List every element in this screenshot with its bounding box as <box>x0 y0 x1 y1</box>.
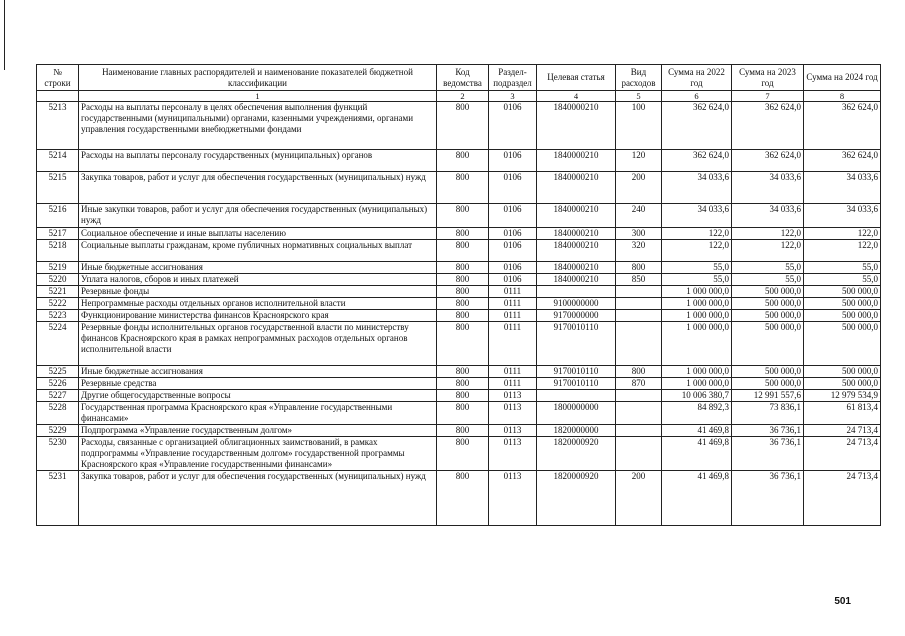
row-name: Функционирование министерства финансов Красноярского края <box>79 310 437 322</box>
row-name: Государственная программа Красноярского края «Управление государственными финансами» <box>79 402 437 425</box>
expense-type: 800 <box>616 262 662 274</box>
amount-2022: 1 000 000,0 <box>662 298 732 310</box>
section-code: 0111 <box>489 298 537 310</box>
row-number: 5226 <box>37 378 79 390</box>
expense-type: 120 <box>616 150 662 172</box>
section-code: 0106 <box>489 240 537 262</box>
row-name: Резервные фонды <box>79 286 437 298</box>
amount-2024: 34 033,6 <box>804 204 881 228</box>
row-name: Расходы на выплаты персоналу в целях обеспечения выполнения функций государственными (муниципальными) органами, казенными учреждениями, органами управления государственными внебюджетными фондами <box>79 102 437 150</box>
header-cell: Сумма на 2024 год <box>804 65 881 91</box>
amount-2023: 500 000,0 <box>732 310 804 322</box>
section-code: 0111 <box>489 322 537 366</box>
target-article: 1840000210 <box>537 204 616 228</box>
row-name: Расходы, связанные с организацией облигационных заимствований, в рамках подпрограммы «Управление государственным долгом» государственной программы Красноярского края «Управление государственными финансами» <box>79 437 437 471</box>
section-code: 0113 <box>489 402 537 425</box>
target-article: 9170000000 <box>537 310 616 322</box>
expense-type <box>616 425 662 437</box>
row-name: Иные закупки товаров, работ и услуг для обеспечения государственных (муниципальных) нужд <box>79 204 437 228</box>
amount-2023: 34 033,6 <box>732 172 804 204</box>
column-number: 6 <box>662 91 732 102</box>
target-article <box>537 286 616 298</box>
table-row <box>37 437 881 471</box>
amount-2023: 362 624,0 <box>732 150 804 172</box>
expense-type: 870 <box>616 378 662 390</box>
row-name: Социальное обеспечение и иные выплаты населению <box>79 228 437 240</box>
section-code: 0113 <box>489 437 537 471</box>
table-row <box>37 172 881 204</box>
amount-2022: 1 000 000,0 <box>662 286 732 298</box>
row-name: Резервные фонды исполнительных органов государственной власти по министерству финансов Красноярского края в рамках непрограммных расходов отдельных органов исполнительной власти <box>79 322 437 366</box>
amount-2024: 500 000,0 <box>804 310 881 322</box>
row-number: 5227 <box>37 390 79 402</box>
amount-2023: 34 033,6 <box>732 204 804 228</box>
expense-type: 800 <box>616 366 662 378</box>
department-code: 800 <box>437 172 489 204</box>
row-number: 5213 <box>37 102 79 150</box>
amount-2022: 122,0 <box>662 228 732 240</box>
department-code: 800 <box>437 366 489 378</box>
table-row <box>37 322 881 366</box>
target-article: 9170010110 <box>537 378 616 390</box>
table-row <box>37 228 881 240</box>
amount-2023: 362 624,0 <box>732 102 804 150</box>
column-number: 4 <box>537 91 616 102</box>
row-name: Другие общегосударственные вопросы <box>79 390 437 402</box>
department-code: 800 <box>437 150 489 172</box>
department-code: 800 <box>437 425 489 437</box>
table-row <box>37 204 881 228</box>
section-code: 0111 <box>489 366 537 378</box>
amount-2022: 41 469,8 <box>662 425 732 437</box>
department-code: 800 <box>437 437 489 471</box>
expense-type <box>616 310 662 322</box>
row-number: 5215 <box>37 172 79 204</box>
department-code: 800 <box>437 322 489 366</box>
row-number: 5225 <box>37 366 79 378</box>
amount-2022: 41 469,8 <box>662 437 732 471</box>
row-name: Расходы на выплаты персоналу государственных (муниципальных) органов <box>79 150 437 172</box>
amount-2022: 10 006 380,7 <box>662 390 732 402</box>
row-name: Закупка товаров, работ и услуг для обеспечения государственных (муниципальных) нужд <box>79 172 437 204</box>
section-code: 0113 <box>489 471 537 526</box>
amount-2024: 24 713,4 <box>804 425 881 437</box>
expense-type <box>616 437 662 471</box>
expense-type: 320 <box>616 240 662 262</box>
target-article: 1840000210 <box>537 262 616 274</box>
expense-type: 850 <box>616 274 662 286</box>
expense-type <box>616 286 662 298</box>
target-article: 9170010110 <box>537 366 616 378</box>
table-row <box>37 366 881 378</box>
row-name: Подпрограмма «Управление государственным долгом» <box>79 425 437 437</box>
row-name: Иные бюджетные ассигнования <box>79 262 437 274</box>
amount-2023: 36 736,1 <box>732 425 804 437</box>
amount-2023: 122,0 <box>732 240 804 262</box>
amount-2022: 1 000 000,0 <box>662 310 732 322</box>
row-number: 5228 <box>37 402 79 425</box>
amount-2022: 362 624,0 <box>662 102 732 150</box>
header-cell: № строки <box>37 65 79 91</box>
section-code: 0106 <box>489 150 537 172</box>
amount-2024: 12 979 534,9 <box>804 390 881 402</box>
target-article: 1820000000 <box>537 425 616 437</box>
target-article: 1800000000 <box>537 402 616 425</box>
section-code: 0106 <box>489 102 537 150</box>
section-code: 0111 <box>489 286 537 298</box>
section-code: 0106 <box>489 172 537 204</box>
header-cell: Раздел-подраздел <box>489 65 537 91</box>
amount-2023: 12 991 557,6 <box>732 390 804 402</box>
row-number: 5217 <box>37 228 79 240</box>
department-code: 800 <box>437 402 489 425</box>
amount-2024: 34 033,6 <box>804 172 881 204</box>
column-number: 8 <box>804 91 881 102</box>
budget-table <box>36 64 881 526</box>
table-row <box>37 402 881 425</box>
column-number: 7 <box>732 91 804 102</box>
amount-2023: 55,0 <box>732 274 804 286</box>
target-article: 9100000000 <box>537 298 616 310</box>
amount-2022: 55,0 <box>662 262 732 274</box>
target-article: 1840000210 <box>537 274 616 286</box>
row-name: Социальные выплаты гражданам, кроме публичных нормативных социальных выплат <box>79 240 437 262</box>
row-number: 5221 <box>37 286 79 298</box>
amount-2024: 362 624,0 <box>804 150 881 172</box>
department-code: 800 <box>437 378 489 390</box>
department-code: 800 <box>437 298 489 310</box>
expense-type <box>616 390 662 402</box>
section-code: 0113 <box>489 425 537 437</box>
amount-2024: 61 813,4 <box>804 402 881 425</box>
amount-2023: 500 000,0 <box>732 322 804 366</box>
table-row <box>37 425 881 437</box>
row-number: 5231 <box>37 471 79 526</box>
header-cell: Целевая статья <box>537 65 616 91</box>
column-number: 3 <box>489 91 537 102</box>
section-code: 0113 <box>489 390 537 402</box>
column-number: 2 <box>437 91 489 102</box>
row-number: 5219 <box>37 262 79 274</box>
amount-2022: 34 033,6 <box>662 172 732 204</box>
column-number-row <box>37 91 881 102</box>
department-code: 800 <box>437 274 489 286</box>
amount-2022: 1 000 000,0 <box>662 378 732 390</box>
row-name: Непрограммные расходы отдельных органов исполнительной власти <box>79 298 437 310</box>
row-number: 5222 <box>37 298 79 310</box>
amount-2024: 362 624,0 <box>804 102 881 150</box>
amount-2024: 500 000,0 <box>804 298 881 310</box>
row-number: 5214 <box>37 150 79 172</box>
header-row <box>37 65 881 91</box>
amount-2023: 500 000,0 <box>732 286 804 298</box>
section-code: 0111 <box>489 378 537 390</box>
row-number: 5230 <box>37 437 79 471</box>
section-code: 0106 <box>489 204 537 228</box>
amount-2022: 1 000 000,0 <box>662 366 732 378</box>
expense-type <box>616 402 662 425</box>
page-number: 501 <box>834 596 851 607</box>
expense-type: 200 <box>616 471 662 526</box>
department-code: 800 <box>437 310 489 322</box>
amount-2022: 362 624,0 <box>662 150 732 172</box>
department-code: 800 <box>437 102 489 150</box>
row-name: Закупка товаров, работ и услуг для обеспечения государственных (муниципальных) нужд <box>79 471 437 526</box>
target-article: 1840000210 <box>537 172 616 204</box>
table-row <box>37 310 881 322</box>
amount-2024: 500 000,0 <box>804 366 881 378</box>
section-code: 0106 <box>489 274 537 286</box>
target-article: 1840000210 <box>537 150 616 172</box>
table-row <box>37 286 881 298</box>
amount-2024: 55,0 <box>804 274 881 286</box>
section-code: 0106 <box>489 262 537 274</box>
amount-2023: 55,0 <box>732 262 804 274</box>
row-number: 5224 <box>37 322 79 366</box>
header-cell: Сумма на 2022 год <box>662 65 732 91</box>
table-row <box>37 240 881 262</box>
amount-2024: 500 000,0 <box>804 322 881 366</box>
amount-2022: 1 000 000,0 <box>662 322 732 366</box>
table-row <box>37 390 881 402</box>
department-code: 800 <box>437 390 489 402</box>
amount-2022: 84 892,3 <box>662 402 732 425</box>
amount-2024: 55,0 <box>804 262 881 274</box>
header-cell: Наименование главных распорядителей и наименование показателей бюджетной классификации <box>79 65 437 91</box>
amount-2023: 36 736,1 <box>732 437 804 471</box>
row-name: Иные бюджетные ассигнования <box>79 366 437 378</box>
header-cell: Сумма на 2023 год <box>732 65 804 91</box>
table-row <box>37 471 881 526</box>
header-cell: Вид расходов <box>616 65 662 91</box>
section-code: 0106 <box>489 228 537 240</box>
department-code: 800 <box>437 228 489 240</box>
amount-2022: 34 033,6 <box>662 204 732 228</box>
row-number: 5229 <box>37 425 79 437</box>
amount-2024: 500 000,0 <box>804 378 881 390</box>
column-number: 1 <box>79 91 437 102</box>
table-row <box>37 378 881 390</box>
expense-type <box>616 322 662 366</box>
section-code: 0111 <box>489 310 537 322</box>
row-name: Уплата налогов, сборов и иных платежей <box>79 274 437 286</box>
expense-type <box>616 298 662 310</box>
amount-2023: 500 000,0 <box>732 298 804 310</box>
department-code: 800 <box>437 204 489 228</box>
header-cell: Код ведомства <box>437 65 489 91</box>
row-number: 5216 <box>37 204 79 228</box>
table-row <box>37 102 881 150</box>
target-article <box>537 390 616 402</box>
target-article: 1840000210 <box>537 102 616 150</box>
target-article: 1820000920 <box>537 437 616 471</box>
amount-2024: 122,0 <box>804 240 881 262</box>
target-article: 1840000210 <box>537 240 616 262</box>
amount-2024: 24 713,4 <box>804 471 881 526</box>
table-row <box>37 274 881 286</box>
table-row <box>37 298 881 310</box>
amount-2022: 41 469,8 <box>662 471 732 526</box>
amount-2024: 24 713,4 <box>804 437 881 471</box>
amount-2023: 500 000,0 <box>732 366 804 378</box>
row-number: 5220 <box>37 274 79 286</box>
target-article: 1840000210 <box>537 228 616 240</box>
amount-2022: 55,0 <box>662 274 732 286</box>
department-code: 800 <box>437 240 489 262</box>
column-number <box>37 91 79 102</box>
amount-2023: 122,0 <box>732 228 804 240</box>
row-number: 5218 <box>37 240 79 262</box>
row-number: 5223 <box>37 310 79 322</box>
amount-2024: 122,0 <box>804 228 881 240</box>
row-name: Резервные средства <box>79 378 437 390</box>
expense-type: 240 <box>616 204 662 228</box>
expense-type: 200 <box>616 172 662 204</box>
department-code: 800 <box>437 286 489 298</box>
department-code: 800 <box>437 471 489 526</box>
target-article: 9170010110 <box>537 322 616 366</box>
expense-type: 300 <box>616 228 662 240</box>
margin-rule <box>4 0 5 70</box>
amount-2022: 122,0 <box>662 240 732 262</box>
table-row <box>37 150 881 172</box>
amount-2023: 73 836,1 <box>732 402 804 425</box>
amount-2023: 500 000,0 <box>732 378 804 390</box>
table-row <box>37 262 881 274</box>
amount-2024: 500 000,0 <box>804 286 881 298</box>
column-number: 5 <box>616 91 662 102</box>
expense-type: 100 <box>616 102 662 150</box>
target-article: 1820000920 <box>537 471 616 526</box>
amount-2023: 36 736,1 <box>732 471 804 526</box>
department-code: 800 <box>437 262 489 274</box>
